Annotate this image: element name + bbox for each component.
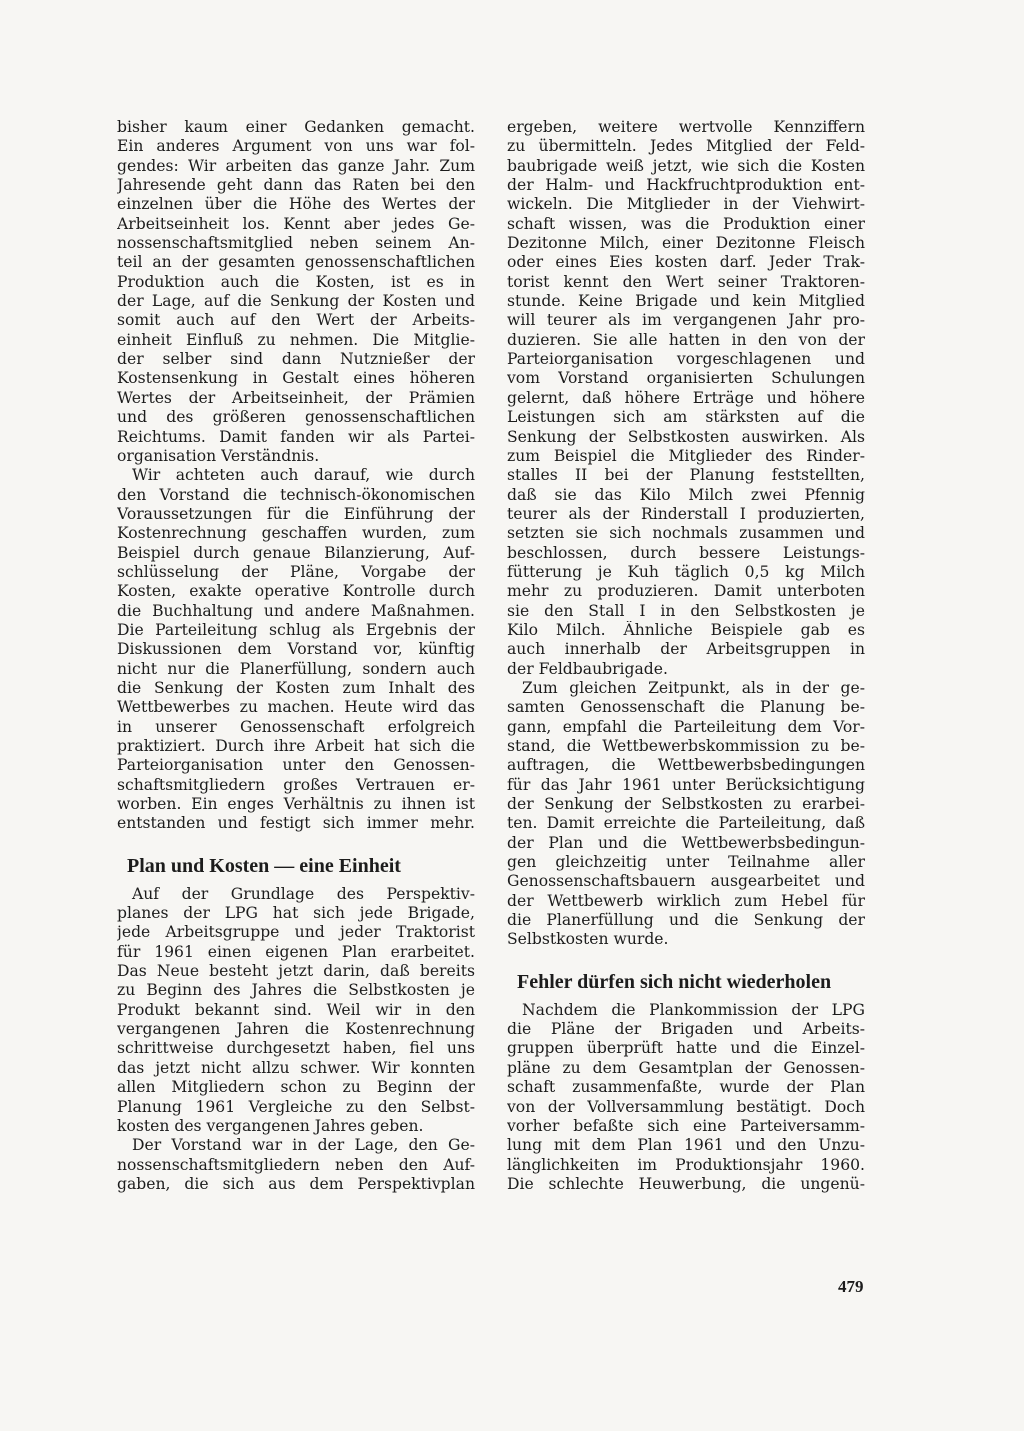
text-line: daß sie das Kilo Milch zwei Pfennig <box>507 485 865 504</box>
text-line: Dezitonne Milch, einer Dezitonne Fleisch <box>507 234 865 253</box>
text-line: Produktion auch die Kosten, ist es in <box>117 272 475 291</box>
text-line: zu Beginn des Jahres die Selbstkosten je <box>117 981 475 1000</box>
text-line: teurer als der Rinderstall I produzierten, <box>507 504 865 523</box>
text-line: Das Neue besteht jetzt darin, daß bereits <box>117 962 475 981</box>
text-line: die Senkung der Kosten zum Inhalt des <box>117 678 475 697</box>
text-line: gendes: Wir arbeiten das ganze Jahr. Zum <box>117 156 475 175</box>
text-line: ergeben, weitere wertvolle Kennziffern <box>507 118 865 136</box>
text-line: worben. Ein enges Verhältnis zu ihnen ist <box>117 795 475 814</box>
text-line: Kostensenkung in Gestalt eines höheren <box>117 369 475 388</box>
text-line: Diskussionen dem Vorstand vor, künftig <box>117 640 475 659</box>
text-line: stand, die Wettbewerbskommission zu be- <box>507 737 865 755</box>
text-line: nossenschaftsmitglied neben seinem An- <box>117 234 475 253</box>
text-line: das jetzt nicht allzu schwer. Wir konnten <box>117 1058 475 1077</box>
text-line: Senkung der Selbstkosten auswirken. Als <box>507 427 865 446</box>
text-line: Jahresende geht dann das Raten bei den <box>117 176 475 195</box>
text-line: stunde. Keine Brigade und kein Mitglied <box>507 292 865 311</box>
text-line: baubrigade weiß jetzt, wie sich die Kosten <box>507 156 865 175</box>
text-line: auch innerhalb der Arbeitsgruppen in <box>507 640 865 659</box>
text-line: einheit Einfluß zu nehmen. Die Mitglie- <box>117 330 475 349</box>
text-line: Kilo Milch. Ähnliche Beispiele gab es <box>507 620 865 639</box>
text-line: organisation Verständnis. <box>117 446 320 465</box>
text-line: praktiziert. Durch ihre Arbeit hat sich die <box>117 737 475 755</box>
text-line: Nachdem die Plankommission der LPG <box>522 1000 865 1019</box>
text-line: Produkt bekannt sind. Weil wir in den <box>117 1000 475 1019</box>
text-line: Parteiorganisation vorgeschlagenen und <box>507 350 865 369</box>
left-column <box>117 118 475 1194</box>
text-line: allen Mitgliedern schon zu Beginn der <box>117 1078 475 1097</box>
text-line: Reichtums. Damit fanden wir als Partei- <box>117 427 475 446</box>
text-line: schlüsselung der Pläne, Vorgabe der <box>117 562 475 581</box>
text-line: für das Jahr 1961 unter Berücksichtigung <box>507 775 865 794</box>
text-line: oder eines Eies kosten darf. Jeder Trak- <box>507 253 865 272</box>
text-line: gelernt, daß höhere Erträge und höhere <box>507 388 865 407</box>
text-line: nossenschaftsmitgliedern neben den Auf- <box>117 1155 475 1174</box>
text-line: zu übermitteln. Jedes Mitglied der Feld- <box>507 137 865 156</box>
text-line: Ein anderes Argument von uns war fol- <box>117 137 475 156</box>
text-line: somit auch auf den Wert der Arbeits- <box>117 311 475 330</box>
text-line: lung mit dem Plan 1961 und den Unzu- <box>507 1136 865 1155</box>
text-line: Parteiorganisation unter den Genossen- <box>117 756 475 775</box>
text-line: Kosten, exakte operative Kontrolle durch <box>117 582 475 601</box>
text-line: Zum gleichen Zeitpunkt, als in der ge- <box>522 678 865 697</box>
text-line: den Vorstand die technisch-ökonomischen <box>117 485 475 504</box>
text-line: die Pläne der Brigaden und Arbeits- <box>507 1020 865 1039</box>
text-line: duzieren. Sie alle hatten in den von der <box>507 330 865 349</box>
text-line: und des größeren genossenschaftlichen <box>117 408 475 427</box>
text-line: der selber sind dann Nutznießer der <box>117 350 475 369</box>
section-heading: Fehler dürfen sich nicht wiederholen <box>517 970 832 993</box>
text-line: Planung 1961 Vergleiche zu den Selbst- <box>117 1097 475 1116</box>
page-number: 479 <box>838 1277 864 1296</box>
text-line: gann, empfahl die Parteileitung dem Vor- <box>507 717 865 736</box>
text-line: mehr zu produzieren. Damit unterboten <box>507 582 865 601</box>
text-line: der Plan und die Wettbewerbsbedingun- <box>507 833 865 852</box>
text-line: kosten des vergangenen Jahres geben. <box>117 1116 424 1135</box>
text-line: Leistungen sich am stärksten auf die <box>507 408 865 427</box>
text-line: Beispiel durch genaue Bilanzierung, Auf- <box>117 543 475 562</box>
text-line: sie den Stall I in den Selbstkosten je <box>507 601 865 620</box>
text-line: Der Vorstand war in der Lage, den Ge- <box>132 1136 475 1155</box>
text-line: setzten sie sich nochmals zusammen und <box>507 524 865 543</box>
text-line: Selbstkosten wurde. <box>507 930 669 949</box>
text-line: der Wettbewerb wirklich zum Hebel für <box>507 891 865 910</box>
section-heading: Plan und Kosten — eine Einheit <box>127 854 401 877</box>
text-line: ten. Damit erreichte die Parteileitung, daß <box>507 814 865 833</box>
text-line: vom Vorstand organisierten Schulungen <box>507 369 865 388</box>
text-line: Wertes der Arbeitseinheit, der Prämien <box>117 388 475 407</box>
text-line: jede Arbeitsgruppe und jeder Traktorist <box>117 923 475 942</box>
text-line: der Lage, auf die Senkung der Kosten und <box>117 292 475 311</box>
text-line: fütterung je Kuh täglich 0,5 kg Milch <box>507 562 865 581</box>
text-line: einzelnen über die Höhe des Wertes der <box>117 195 475 214</box>
text-line: auftragen, die Wettbewerbsbedingungen <box>507 756 865 775</box>
text-line: schaft zusammenfaßte, wurde der Plan <box>507 1078 865 1097</box>
text-line: zum Beispiel die Mitglieder des Rinder- <box>507 446 865 465</box>
text-line: schaftsmitgliedern großes Vertrauen er- <box>117 775 475 794</box>
text-line: Wir achteten auch darauf, wie durch <box>132 466 475 485</box>
text-line: für 1961 einen eigenen Plan erarbeitet. <box>117 942 475 961</box>
text-line: Auf der Grundlage des Perspektiv- <box>132 884 475 903</box>
text-line: nicht nur die Planerfüllung, sondern auch <box>117 659 475 678</box>
text-line: pläne zu dem Gesamtplan der Genossen- <box>507 1058 865 1077</box>
text-line: planes der LPG hat sich jede Brigade, <box>117 904 475 923</box>
text-line: vorher befaßte sich eine Parteiversamm- <box>507 1116 865 1135</box>
text-line: vergangenen Jahren die Kostenrechnung <box>117 1020 475 1039</box>
text-line: Voraussetzungen für die Einführung der <box>117 504 475 523</box>
text-line: samten Genossenschaft die Planung be- <box>507 698 865 717</box>
text-line: Die Parteileitung schlug als Ergebnis der <box>117 620 475 639</box>
text-line: in unserer Genossenschaft erfolgreich <box>117 717 475 736</box>
text-line: Genossenschaftsbauern ausgearbeitet und <box>507 872 865 891</box>
text-line: bisher kaum einer Gedanken gemacht. <box>117 118 475 136</box>
text-line: die Buchhaltung und andere Maßnahmen. <box>117 601 475 620</box>
text-line: der Feldbaubrigade. <box>507 659 668 678</box>
text-line: stalles II bei der Planung feststellten, <box>507 466 865 485</box>
text-line: der Halm- und Hackfruchtproduktion ent- <box>507 176 865 195</box>
text-line: länglichkeiten im Produktionsjahr 1960. <box>507 1155 865 1174</box>
text-line: will teurer als im vergangenen Jahr pro- <box>507 311 865 330</box>
text-line: schrittweise durchgesetzt haben, fiel uns <box>117 1039 475 1058</box>
text-line: Wettbewerbes zu machen. Heute wird das <box>117 698 475 717</box>
text-line: entstanden und festigt sich immer mehr. <box>117 814 475 833</box>
text-line: der Senkung der Selbstkosten zu erarbei- <box>507 795 865 814</box>
text-line: gruppen überprüft hatte und die Einzel- <box>507 1039 865 1058</box>
text-line: teil an der gesamten genossenschaftlichen <box>117 253 475 272</box>
right-column <box>507 118 865 1194</box>
text-line: gaben, die sich aus dem Perspektivplan <box>117 1174 475 1193</box>
text-line: Die schlechte Heuwerbung, die ungenü- <box>507 1174 865 1193</box>
text-line: die Planerfüllung und die Senkung der <box>507 911 865 930</box>
text-line: von der Vollversammlung bestätigt. Doch <box>507 1097 865 1116</box>
text-line: schaft wissen, was die Produktion einer <box>507 214 865 233</box>
text-line: Arbeitseinheit los. Kennt aber jedes Ge- <box>117 214 475 233</box>
text-line: torist kennt den Wert seiner Traktoren- <box>507 272 865 291</box>
text-line: gen gleichzeitig unter Teilnahme aller <box>507 853 865 872</box>
text-line: Kostenrechnung geschaffen wurden, zum <box>117 524 475 543</box>
text-line: beschlossen, durch bessere Leistungs- <box>507 543 865 562</box>
text-line: wickeln. Die Mitglieder in der Viehwirt- <box>507 195 865 214</box>
